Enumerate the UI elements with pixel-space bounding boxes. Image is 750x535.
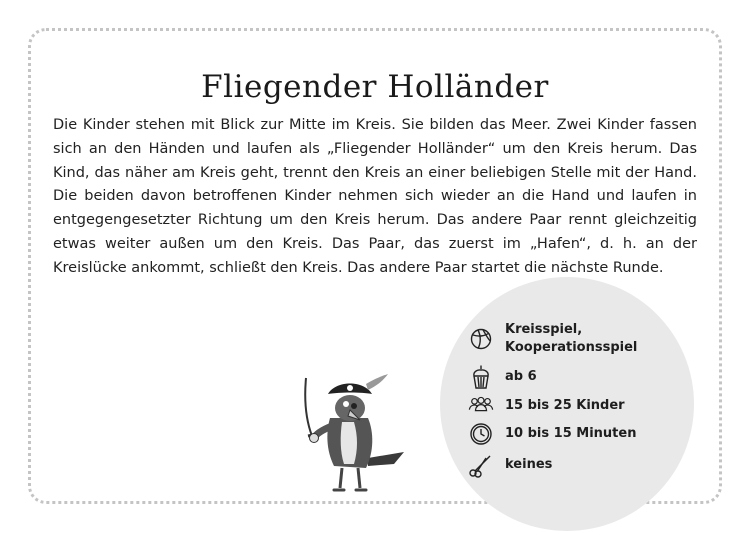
clock-icon	[468, 421, 494, 447]
info-age-text: ab 6	[505, 369, 537, 384]
info-materials-text: keines	[505, 457, 553, 472]
info-game-type	[468, 321, 637, 357]
info-game-type-line2: Kooperationsspiel	[505, 340, 638, 355]
info-game-type-line1: Kreisspiel,	[505, 322, 583, 337]
scissors-icon	[468, 452, 494, 478]
group-icon	[468, 393, 494, 419]
game-description: Die Kinder stehen mit Blick zur Mitte im Kreis. Sie bilden das Meer. Zwei Kinder fassen sich an den Händen und laufen als „Fliegender Holländer“ um den Kreis herum. Das Kind, das näher am Kreis geht, trennt den Kreis an einer beliebigen Stelle mit der Hand. Die beiden davon betroffenen Kinder nehmen sich wieder an die Hand und laufen in entgegengesetzter Richtung um den Kreis herum. Das andere Paar rennt gleichzeitig etwas weiter außen um den Kreis. Das Paar, das zuerst im „Hafen“, d. h. an der Kreislücke ankommt, schließt den Kreis. Das andere Paar startet die nächste Runde.	[53, 117, 697, 276]
info-duration-text: 10 bis 15 Minuten	[505, 426, 637, 441]
pirate-illustration	[296, 370, 414, 500]
info-players-text: 15 bis 25 Kinder	[505, 398, 625, 413]
ball-icon	[468, 326, 494, 352]
info-materials	[468, 452, 552, 478]
page-title: Fliegender Holländer	[201, 68, 549, 105]
info-age	[468, 364, 537, 390]
cupcake-icon	[468, 364, 494, 390]
info-duration	[468, 421, 636, 447]
info-players	[468, 393, 625, 419]
